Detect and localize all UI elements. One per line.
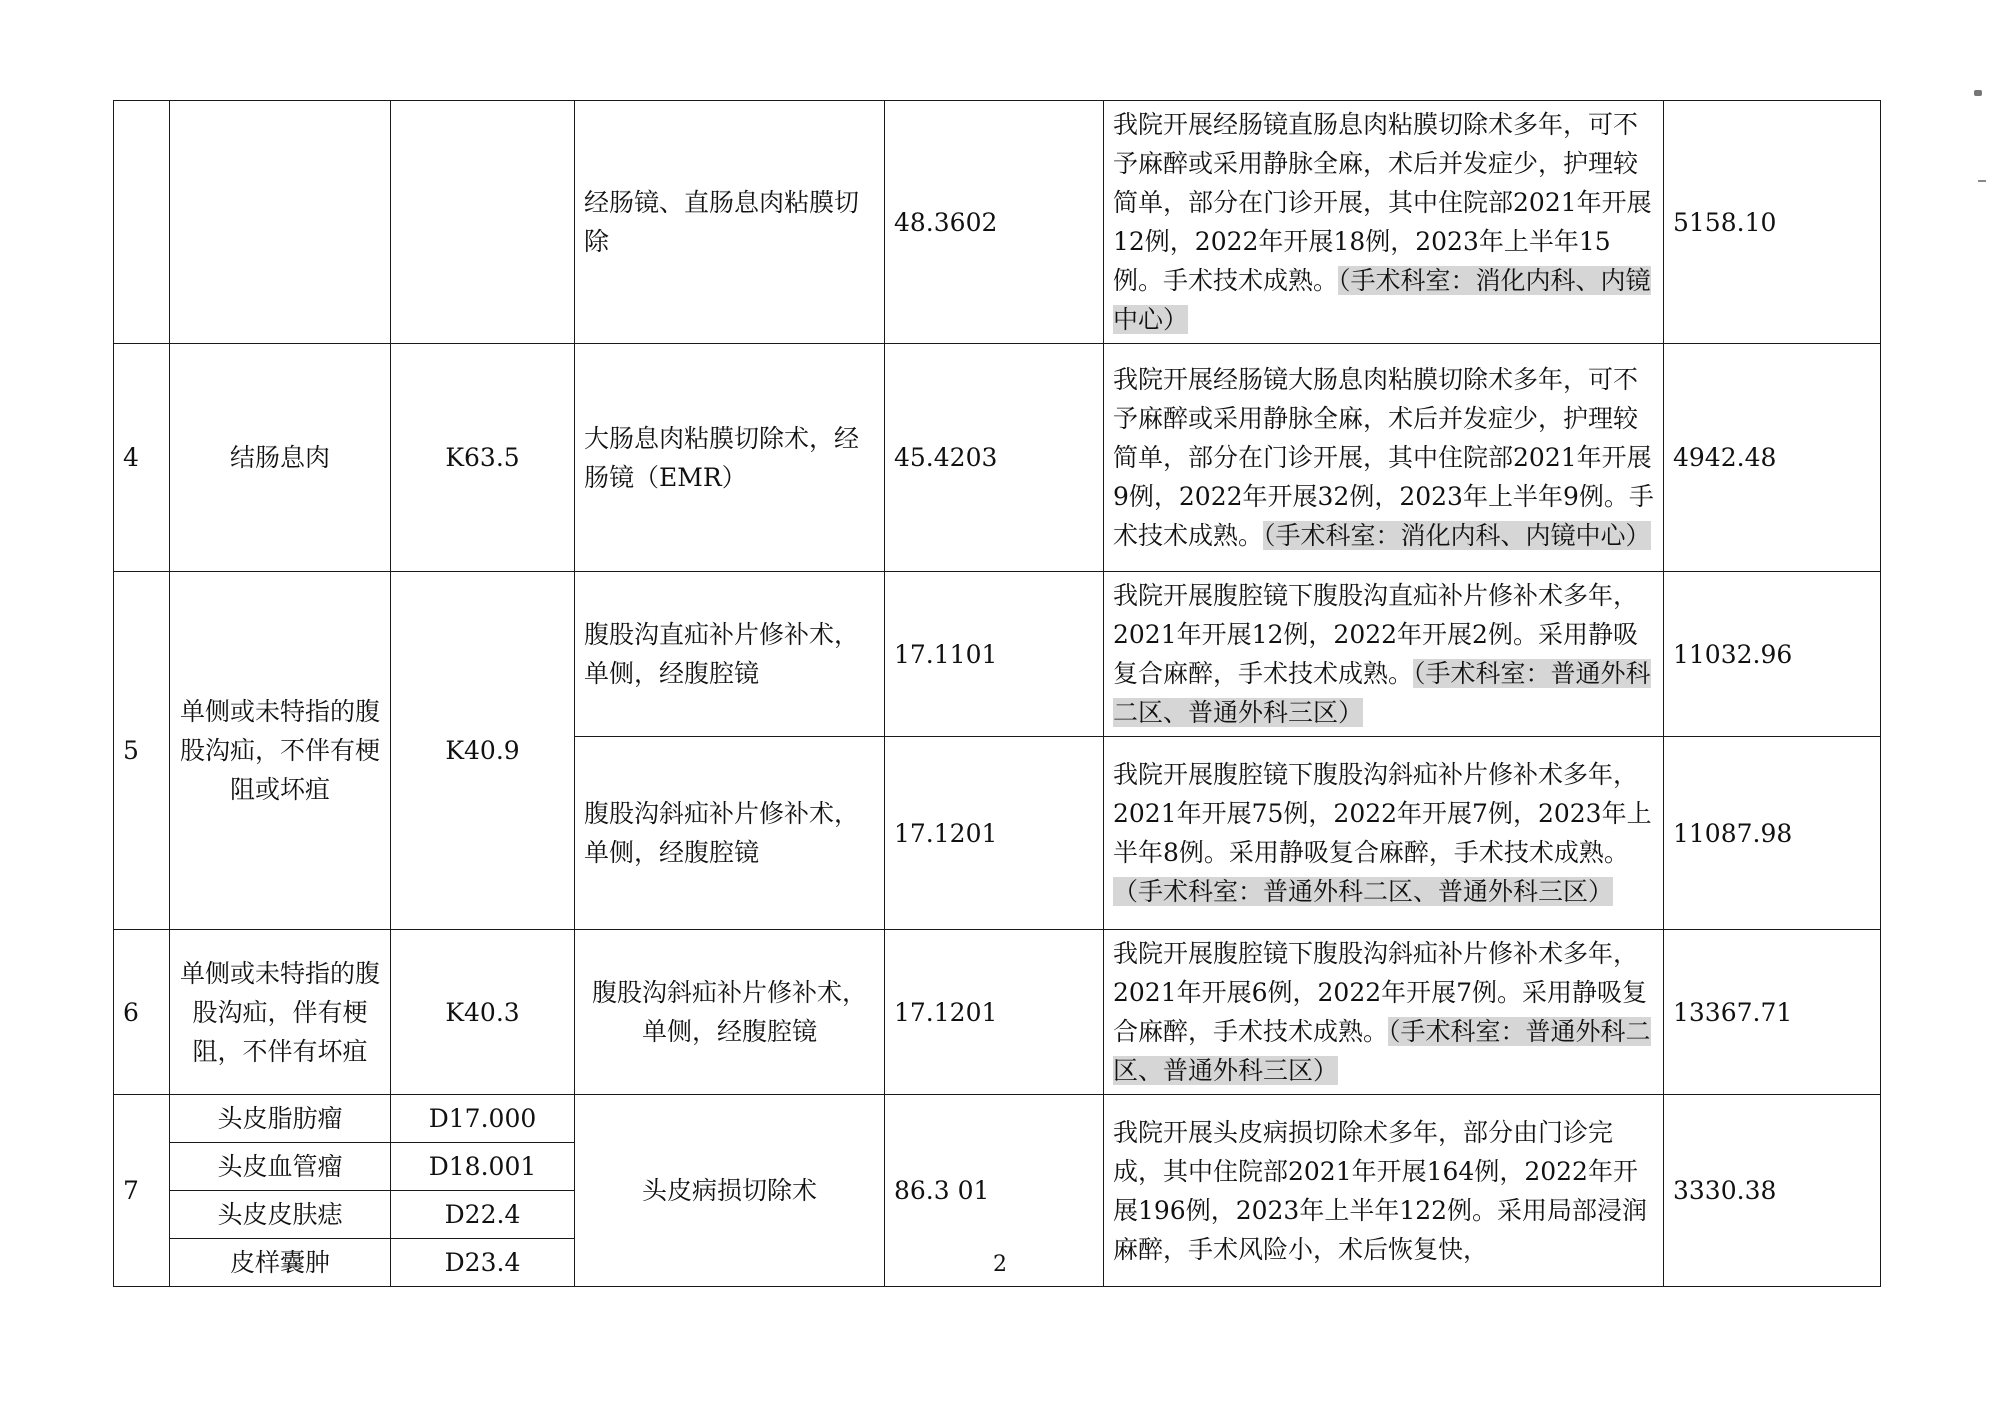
- description-text: 我院开展腹腔镜下腹股沟斜疝补片修补术多年，2021年开展6例，2022年开展7例。采用静吸复合麻醉，手术技术成熟。: [1113, 939, 1648, 1046]
- diagnosis-name: 头皮血管瘤: [170, 1143, 391, 1191]
- table-row: [114, 344, 1881, 572]
- diagnosis-code: K40.3: [391, 930, 575, 1095]
- row-index: 4: [114, 344, 170, 572]
- department-note: （手术科室：消化内科、内镜中心）: [1113, 266, 1651, 334]
- procedure-name: 腹股沟斜疝补片修补术，单侧，经腹腔镜: [575, 737, 885, 930]
- table-row: [114, 1095, 1881, 1143]
- page-number: 2: [993, 1252, 1007, 1277]
- procedure-name: 腹股沟斜疝补片修补术，单侧，经腹腔镜: [575, 930, 885, 1095]
- procedure-name: 头皮病损切除术: [575, 1095, 885, 1287]
- department-note: （手术科室：普通外科二区、普通外科三区）: [1113, 659, 1651, 727]
- diagnosis-name: 皮样囊肿: [170, 1239, 391, 1287]
- procedure-code: 48.3602: [885, 101, 1104, 344]
- row-index: 6: [114, 930, 170, 1095]
- procedure-code: 86.3 01: [885, 1095, 1104, 1287]
- diagnosis-code: K63.5: [391, 344, 575, 572]
- procedure-code: 45.4203: [885, 344, 1104, 572]
- average-cost: 5158.10: [1664, 101, 1881, 344]
- procedure-code: 17.1101: [885, 572, 1104, 737]
- diagnosis-name: 头皮皮肤痣: [170, 1191, 391, 1239]
- procedure-code: 17.1201: [885, 930, 1104, 1095]
- department-note: （手术科室：消化内科、内镜中心）: [1263, 521, 1651, 550]
- description-text: 我院开展腹腔镜下腹股沟斜疝补片修补术多年，2021年开展75例，2022年开展7例，2023年上半年8例。采用静吸复合麻醉，手术技术成熟。: [1113, 760, 1652, 867]
- procedure-name: 大肠息肉粘膜切除术，经肠镜（EMR）: [575, 344, 885, 572]
- table-row: [114, 101, 1881, 344]
- procedure-description: [1104, 572, 1664, 737]
- description-text: 我院开展经肠镜直肠息肉粘膜切除术多年，可不予麻醉或采用静脉全麻，术后并发症少，护理较简单，部分在门诊开展，其中住院部2021年开展12例，2022年开展18例，2023年上半年15例。手术技术成熟。: [1113, 110, 1652, 295]
- procedure-description: [1104, 344, 1664, 572]
- diagnosis-code: K40.9: [391, 572, 575, 930]
- procedure-description: [1104, 737, 1664, 930]
- diagnosis-name: 单侧或未特指的腹股沟疝，伴有梗阻，不伴有坏疽: [170, 930, 391, 1095]
- scan-artifact-mark: [1978, 180, 1986, 182]
- description-text: 我院开展头皮病损切除术多年，部分由门诊完成，其中住院部2021年开展164例，2022年开展196例，2023年上半年122例。采用局部浸润麻醉，手术风险小，术后恢复快，: [1113, 1117, 1648, 1264]
- diagnosis-code: D22.4: [391, 1191, 575, 1239]
- procedure-name: 经肠镜、直肠息肉粘膜切除: [575, 101, 885, 344]
- scan-artifact-mark: [1974, 90, 1982, 96]
- row-index: [114, 101, 170, 344]
- diagnosis-code: [391, 101, 575, 344]
- table-row: [114, 572, 1881, 737]
- average-cost: 13367.71: [1664, 930, 1881, 1095]
- procedure-table: [113, 100, 1881, 1287]
- table-row: [114, 930, 1881, 1095]
- diagnosis-name: 头皮脂肪瘤: [170, 1095, 391, 1143]
- procedure-code: 17.1201: [885, 737, 1104, 930]
- procedure-description: [1104, 930, 1664, 1095]
- average-cost: 4942.48: [1664, 344, 1881, 572]
- department-note: （手术科室：普通外科二区、普通外科三区）: [1113, 877, 1614, 906]
- diagnosis-code: D23.4: [391, 1239, 575, 1287]
- procedure-name: 腹股沟直疝补片修补术，单侧，经腹腔镜: [575, 572, 885, 737]
- diagnosis-name: [170, 101, 391, 344]
- diagnosis-code: D18.001: [391, 1143, 575, 1191]
- description-text: 我院开展经肠镜大肠息肉粘膜切除术多年，可不予麻醉或采用静脉全麻，术后并发症少，护理较简单，部分在门诊开展，其中住院部2021年开展9例，2022年开展32例，2023年上半年9例。手术技术成熟。: [1113, 365, 1654, 550]
- diagnosis-name: 单侧或未特指的腹股沟疝，不伴有梗阻或坏疽: [170, 572, 391, 930]
- diagnosis-name: 结肠息肉: [170, 344, 391, 572]
- description-text: 我院开展腹腔镜下腹股沟直疝补片修补术多年，2021年开展12例，2022年开展2例。采用静吸复合麻醉，手术技术成熟。: [1113, 581, 1639, 688]
- average-cost: 11087.98: [1664, 737, 1881, 930]
- average-cost: 3330.38: [1664, 1095, 1881, 1287]
- procedure-description: [1104, 101, 1664, 344]
- department-note: （手术科室：普通外科二区、普通外科三区）: [1113, 1017, 1651, 1085]
- row-index: 5: [114, 572, 170, 930]
- diagnosis-code: D17.000: [391, 1095, 575, 1143]
- average-cost: 11032.96: [1664, 572, 1881, 737]
- row-index: 7: [114, 1095, 170, 1287]
